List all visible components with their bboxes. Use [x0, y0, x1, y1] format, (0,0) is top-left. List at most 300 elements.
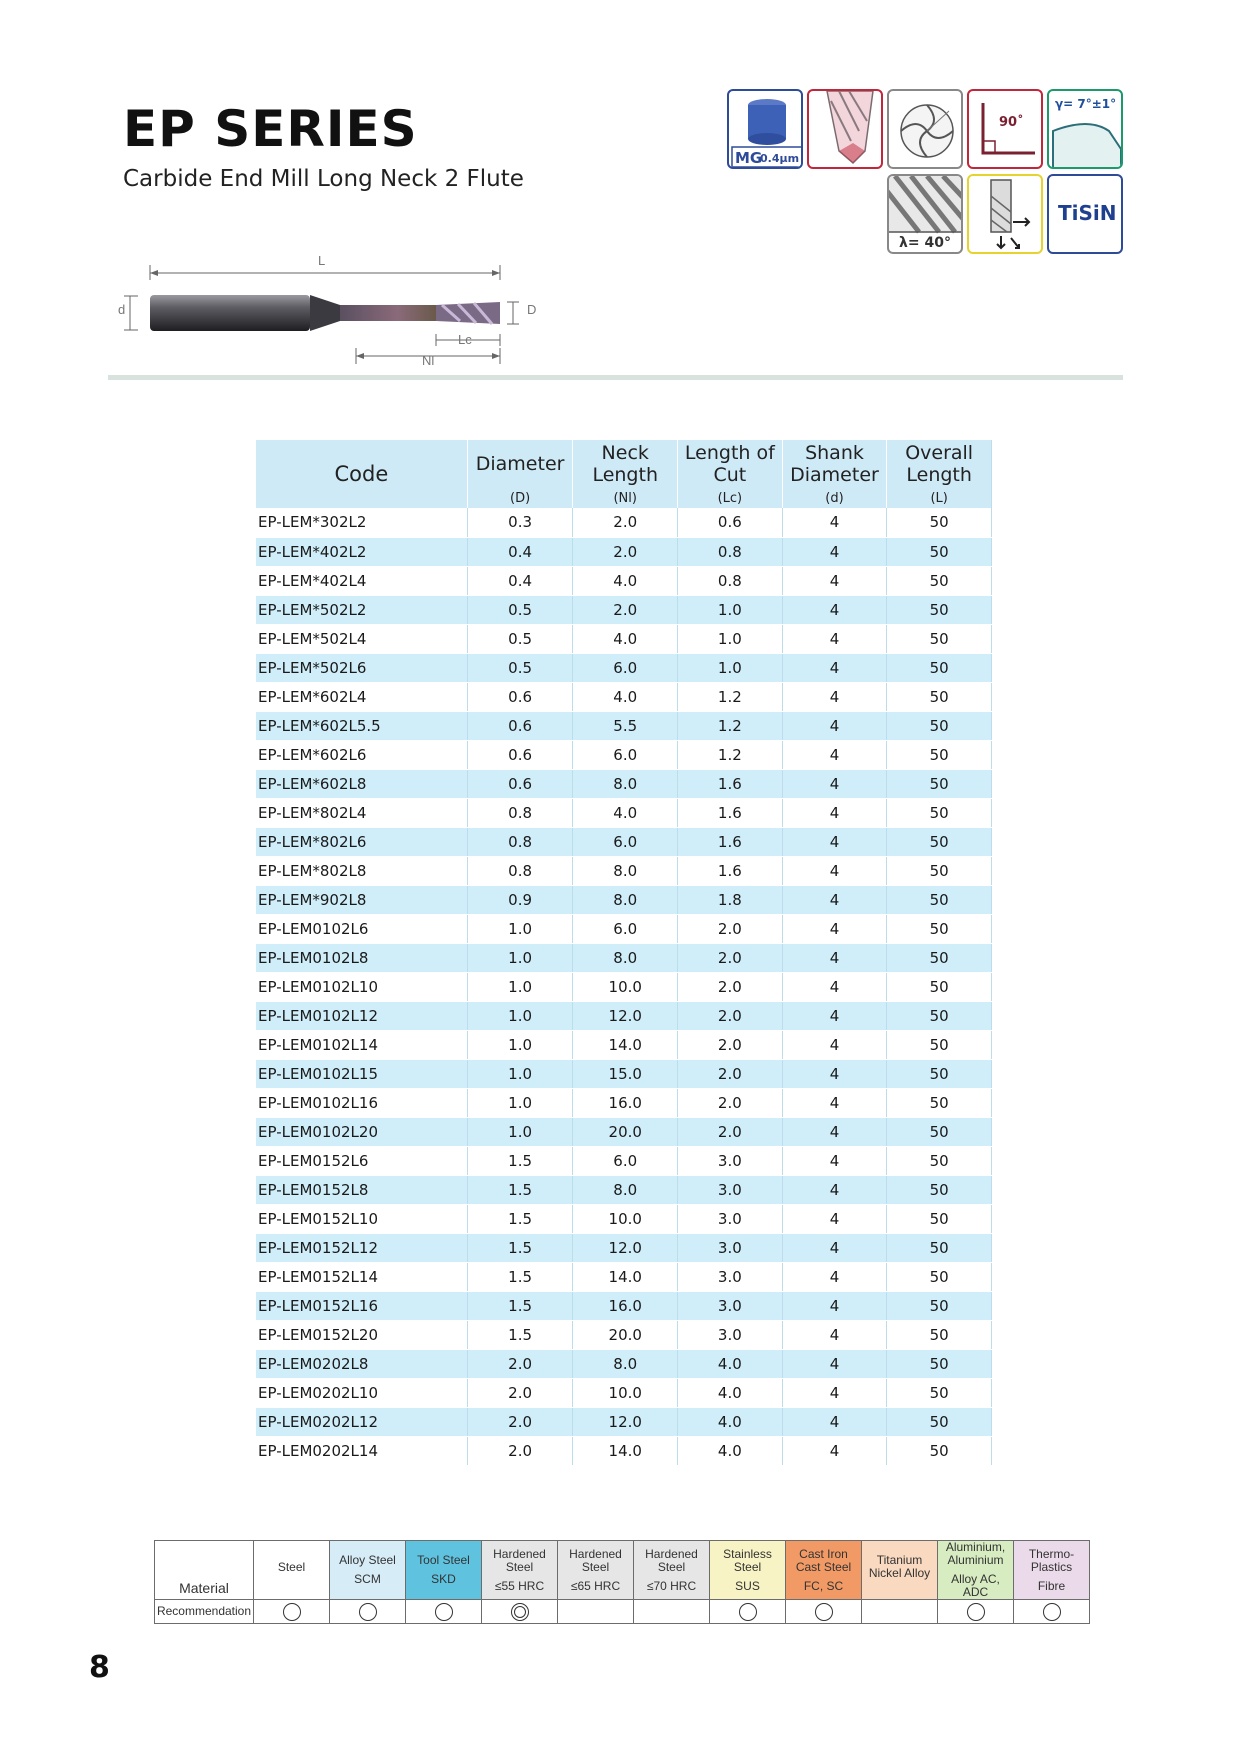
cell-value: 50 [887, 1001, 992, 1030]
material-column [710, 1541, 786, 1600]
cell-value: 1.5 [467, 1262, 573, 1291]
cell-value: 1.0 [678, 653, 783, 682]
material-name: Stainless Steel [723, 1546, 772, 1574]
table-row [256, 1407, 992, 1436]
table-row [256, 914, 992, 943]
rake-angle-icon [1047, 89, 1123, 169]
cell-value: 4 [782, 682, 887, 711]
cell-value: 4 [782, 1291, 887, 1320]
cell-value: 2.0 [573, 537, 678, 566]
cell-value: 12.0 [573, 1407, 678, 1436]
cell-code: EP-LEM0202L10 [256, 1378, 467, 1407]
recommendation-cell [862, 1600, 938, 1624]
cell-value: 3.0 [678, 1262, 783, 1291]
recommendation-cell [558, 1600, 634, 1624]
cell-code: EP-LEM0102L6 [256, 914, 467, 943]
material-row-label: Material [155, 1541, 254, 1600]
page-number: 8 [89, 1650, 110, 1685]
material-grade: ≤70 HRC [646, 1578, 697, 1593]
table-row [256, 653, 992, 682]
cell-value: 4 [782, 1001, 887, 1030]
material-name: Titanium Nickel Alloy [868, 1553, 931, 1580]
cell-code: EP-LEM0152L20 [256, 1320, 467, 1349]
cell-value: 1.0 [678, 595, 783, 624]
cell-value: 50 [887, 537, 992, 566]
cell-value: 2.0 [573, 508, 678, 537]
cell-code: EP-LEM0152L8 [256, 1175, 467, 1204]
cell-value: 4.0 [573, 798, 678, 827]
cell-code: EP-LEM*802L4 [256, 798, 467, 827]
cell-value: 4 [782, 914, 887, 943]
cell-value: 4 [782, 1059, 887, 1088]
cell-value: 4.0 [678, 1349, 783, 1378]
cell-value: 2.0 [573, 595, 678, 624]
table-row [256, 1059, 992, 1088]
cell-value: 50 [887, 653, 992, 682]
cell-value: 1.0 [678, 624, 783, 653]
material-column [862, 1541, 938, 1600]
material-name: Hardened Steel [569, 1546, 622, 1574]
cell-value: 4 [782, 769, 887, 798]
cell-value: 4 [782, 1117, 887, 1146]
circle-icon [967, 1603, 985, 1621]
header-code: Code [256, 440, 467, 508]
cell-code: EP-LEM0202L14 [256, 1436, 467, 1465]
cell-value: 10.0 [573, 972, 678, 1001]
material-table [154, 1540, 1090, 1624]
rake-angle-label: γ= 7°±1° [1055, 97, 1117, 111]
material-grade: Alloy AC, ADC [951, 1572, 1000, 1599]
material-column [786, 1541, 862, 1600]
material-column [254, 1541, 330, 1600]
cell-value: 14.0 [573, 1030, 678, 1059]
cell-value: 0.8 [467, 856, 573, 885]
material-column [1014, 1541, 1090, 1600]
cell-value: 50 [887, 711, 992, 740]
cell-value: 4 [782, 1349, 887, 1378]
cell-value: 14.0 [573, 1436, 678, 1465]
header-diameter: Diameter [467, 440, 573, 488]
cell-value: 50 [887, 943, 992, 972]
dim-label-d: d [118, 302, 126, 317]
cell-value: 0.9 [467, 885, 573, 914]
material-grade: FC, SC [803, 1578, 844, 1593]
cell-value: 1.6 [678, 827, 783, 856]
cell-value: 3.0 [678, 1291, 783, 1320]
table-row [256, 1349, 992, 1378]
cell-value: 8.0 [573, 1175, 678, 1204]
dim-label-Lc: Lc [458, 332, 472, 347]
cell-code: EP-LEM0152L14 [256, 1262, 467, 1291]
header-shank-diameter: Shank Diameter [782, 440, 887, 488]
cell-value: 4.0 [678, 1436, 783, 1465]
cell-code: EP-LEM*402L2 [256, 537, 467, 566]
cell-value: 20.0 [573, 1117, 678, 1146]
micro-grain-icon [727, 89, 803, 169]
material-column [482, 1541, 558, 1600]
table-row [256, 740, 992, 769]
circle-icon [1043, 1603, 1061, 1621]
cell-value: 1.0 [467, 1059, 573, 1088]
table-row [256, 566, 992, 595]
cell-value: 0.4 [467, 537, 573, 566]
cell-value: 1.5 [467, 1146, 573, 1175]
cell-value: 50 [887, 1262, 992, 1291]
table-row [256, 885, 992, 914]
table-row [256, 1175, 992, 1204]
table-row [256, 1262, 992, 1291]
cell-value: 6.0 [573, 1146, 678, 1175]
cell-value: 50 [887, 1175, 992, 1204]
header-symbol-d: (d) [782, 488, 887, 508]
cell-value: 50 [887, 740, 992, 769]
end-mill-drawing [108, 230, 1138, 380]
cell-code: EP-LEM0102L8 [256, 943, 467, 972]
cell-value: 4 [782, 856, 887, 885]
cell-value: 2.0 [678, 1030, 783, 1059]
cell-value: 3.0 [678, 1146, 783, 1175]
cell-value: 1.2 [678, 740, 783, 769]
two-flute-section-icon [887, 89, 963, 169]
cell-value: 2.0 [678, 1059, 783, 1088]
series-title: EP SERIES [123, 100, 418, 158]
cell-value: 50 [887, 1378, 992, 1407]
table-row [256, 943, 992, 972]
cell-value: 4 [782, 1233, 887, 1262]
cell-code: EP-LEM*502L2 [256, 595, 467, 624]
cell-value: 50 [887, 1204, 992, 1233]
material-name: Aluminium, Aluminium [945, 1540, 1006, 1567]
cell-value: 50 [887, 914, 992, 943]
cell-value: 1.0 [467, 1001, 573, 1030]
cell-value: 8.0 [573, 856, 678, 885]
cell-code: EP-LEM0102L12 [256, 1001, 467, 1030]
cell-value: 2.0 [678, 914, 783, 943]
table-row [256, 1088, 992, 1117]
material-name: Hardened Steel [645, 1546, 698, 1574]
dim-label-D: D [527, 302, 537, 317]
material-column [634, 1541, 710, 1600]
cell-code: EP-LEM*802L6 [256, 827, 467, 856]
cell-value: 20.0 [573, 1320, 678, 1349]
circle-icon [283, 1603, 301, 1621]
cell-value: 4 [782, 1320, 887, 1349]
table-row [256, 972, 992, 1001]
cell-value: 50 [887, 1349, 992, 1378]
table-row [256, 682, 992, 711]
cell-value: 3.0 [678, 1320, 783, 1349]
angle-90-label: 90˚ [999, 115, 1024, 130]
cell-value: 4.0 [573, 624, 678, 653]
cell-value: 4 [782, 1378, 887, 1407]
angle-90-icon [967, 89, 1043, 169]
table-row [256, 827, 992, 856]
cell-value: 16.0 [573, 1291, 678, 1320]
recommendation-row-label: Recommendation [155, 1600, 254, 1624]
material-name: Steel [277, 1559, 306, 1574]
cell-value: 4 [782, 566, 887, 595]
cell-code: EP-LEM0152L12 [256, 1233, 467, 1262]
cell-code: EP-LEM0152L10 [256, 1204, 467, 1233]
table-row [256, 595, 992, 624]
table-row [256, 856, 992, 885]
table-row [256, 1001, 992, 1030]
cell-code: EP-LEM*302L2 [256, 508, 467, 537]
material-grade: ≤65 HRC [570, 1578, 621, 1593]
cell-code: EP-LEM*602L6 [256, 740, 467, 769]
cell-code: EP-LEM*402L4 [256, 566, 467, 595]
circle-icon [435, 1603, 453, 1621]
cell-value: 4 [782, 740, 887, 769]
cell-value: 50 [887, 508, 992, 537]
cell-value: 1.5 [467, 1204, 573, 1233]
cell-value: 0.8 [467, 827, 573, 856]
cell-code: EP-LEM0152L6 [256, 1146, 467, 1175]
cell-code: EP-LEM*902L8 [256, 885, 467, 914]
cell-value: 8.0 [573, 769, 678, 798]
cell-value: 0.6 [678, 508, 783, 537]
cell-value: 4 [782, 798, 887, 827]
table-row [256, 711, 992, 740]
cell-code: EP-LEM0102L20 [256, 1117, 467, 1146]
cell-value: 10.0 [573, 1204, 678, 1233]
cell-value: 50 [887, 885, 992, 914]
cell-value: 50 [887, 1088, 992, 1117]
cell-value: 0.8 [467, 798, 573, 827]
cell-value: 50 [887, 595, 992, 624]
cell-value: 50 [887, 1146, 992, 1175]
mg-sublabel: 0.4μm [760, 152, 800, 165]
table-row [256, 1378, 992, 1407]
cell-value: 3.0 [678, 1233, 783, 1262]
table-row [256, 1030, 992, 1059]
cell-value: 4 [782, 624, 887, 653]
cell-value: 50 [887, 1291, 992, 1320]
cell-value: 6.0 [573, 653, 678, 682]
cell-value: 1.6 [678, 769, 783, 798]
cell-value: 0.6 [467, 711, 573, 740]
circle-icon [359, 1603, 377, 1621]
cell-value: 50 [887, 1407, 992, 1436]
recommendation-cell [634, 1600, 710, 1624]
cell-value: 1.6 [678, 856, 783, 885]
cell-value: 1.0 [467, 914, 573, 943]
cell-value: 10.0 [573, 1378, 678, 1407]
cell-value: 2.0 [678, 1001, 783, 1030]
cell-value: 50 [887, 682, 992, 711]
cell-value: 16.0 [573, 1088, 678, 1117]
cell-value: 1.2 [678, 711, 783, 740]
cell-value: 50 [887, 798, 992, 827]
cell-value: 0.8 [678, 566, 783, 595]
recommendation-cell [406, 1600, 482, 1624]
table-row [256, 537, 992, 566]
circle-icon [815, 1603, 833, 1621]
cell-code: EP-LEM*602L5.5 [256, 711, 467, 740]
cell-value: 2.0 [467, 1436, 573, 1465]
table-row [256, 1320, 992, 1349]
cell-value: 1.0 [467, 1030, 573, 1059]
material-column [938, 1541, 1014, 1600]
recommendation-cell [710, 1600, 786, 1624]
cell-value: 4 [782, 1436, 887, 1465]
cell-value: 0.6 [467, 740, 573, 769]
cell-value: 50 [887, 566, 992, 595]
cell-value: 4.0 [573, 682, 678, 711]
cell-code: EP-LEM*502L4 [256, 624, 467, 653]
cell-code: EP-LEM*602L8 [256, 769, 467, 798]
header-symbol-Lc: (Lc) [678, 488, 783, 508]
cell-value: 3.0 [678, 1175, 783, 1204]
mg-label: MG [735, 149, 763, 167]
header-symbol-L: (L) [887, 488, 992, 508]
cell-value: 4 [782, 595, 887, 624]
cell-value: 4 [782, 885, 887, 914]
cell-value: 2.0 [678, 943, 783, 972]
cell-value: 4 [782, 1407, 887, 1436]
cell-value: 50 [887, 1320, 992, 1349]
header-symbol-D: (D) [467, 488, 573, 508]
cell-code: EP-LEM0102L14 [256, 1030, 467, 1059]
helix-angle-label: λ= 40° [899, 235, 951, 251]
cell-value: 4 [782, 711, 887, 740]
cell-value: 50 [887, 856, 992, 885]
cell-value: 4 [782, 943, 887, 972]
cell-value: 0.5 [467, 595, 573, 624]
cell-value: 50 [887, 624, 992, 653]
table-row [256, 1204, 992, 1233]
cell-value: 2.0 [467, 1407, 573, 1436]
cell-value: 14.0 [573, 1262, 678, 1291]
material-name: Cast Iron Cast Steel [795, 1546, 852, 1574]
cell-code: EP-LEM0202L8 [256, 1349, 467, 1378]
cell-value: 1.5 [467, 1233, 573, 1262]
material-name: Tool Steel [417, 1553, 470, 1567]
cell-value: 6.0 [573, 827, 678, 856]
cell-code: EP-LEM*602L4 [256, 682, 467, 711]
cell-value: 4 [782, 1204, 887, 1233]
cell-value: 4.0 [678, 1407, 783, 1436]
cell-value: 15.0 [573, 1059, 678, 1088]
circle-icon [739, 1603, 757, 1621]
cell-value: 0.6 [467, 682, 573, 711]
cell-value: 0.4 [467, 566, 573, 595]
cell-value: 4 [782, 1088, 887, 1117]
cell-code: EP-LEM*502L6 [256, 653, 467, 682]
material-name: Hardened Steel [493, 1546, 546, 1574]
cell-value: 1.5 [467, 1291, 573, 1320]
cell-value: 50 [887, 769, 992, 798]
recommendation-cell [482, 1600, 558, 1624]
table-row [256, 798, 992, 827]
cell-code: EP-LEM*802L8 [256, 856, 467, 885]
recommendation-cell [786, 1600, 862, 1624]
dim-label-Nl: Nl [422, 353, 435, 368]
cell-code: EP-LEM0202L12 [256, 1407, 467, 1436]
cell-value: 1.0 [467, 1088, 573, 1117]
spec-table-body [256, 508, 992, 1465]
header-symbol-Nl: (Nl) [573, 488, 678, 508]
cell-value: 1.5 [467, 1320, 573, 1349]
cell-value: 3.0 [678, 1204, 783, 1233]
cell-code: EP-LEM0152L16 [256, 1291, 467, 1320]
flute-icon [807, 89, 883, 169]
cell-value: 8.0 [573, 1349, 678, 1378]
cell-value: 8.0 [573, 943, 678, 972]
cell-value: 4 [782, 972, 887, 1001]
cell-value: 8.0 [573, 885, 678, 914]
table-row [256, 1146, 992, 1175]
cell-code: EP-LEM0102L15 [256, 1059, 467, 1088]
cell-value: 4 [782, 1030, 887, 1059]
cell-value: 4 [782, 1146, 887, 1175]
cell-value: 50 [887, 1059, 992, 1088]
cell-code: EP-LEM0102L16 [256, 1088, 467, 1117]
material-grade: SKD [431, 1572, 456, 1586]
header-length-of-cut: Length of Cut [678, 440, 783, 488]
cell-value: 2.0 [678, 1117, 783, 1146]
cell-value: 1.2 [678, 682, 783, 711]
cell-value: 4.0 [678, 1378, 783, 1407]
table-row [256, 1233, 992, 1262]
cell-value: 2.0 [678, 1088, 783, 1117]
recommendation-cell [1014, 1600, 1090, 1624]
cell-value: 4 [782, 653, 887, 682]
cell-value: 1.5 [467, 1175, 573, 1204]
cell-value: 50 [887, 1117, 992, 1146]
cell-value: 4 [782, 508, 887, 537]
recommendation-cell [330, 1600, 406, 1624]
cell-value: 1.0 [467, 1117, 573, 1146]
cell-value: 1.0 [467, 943, 573, 972]
material-name: Thermo-Plastics [1028, 1546, 1075, 1574]
cell-value: 12.0 [573, 1001, 678, 1030]
tisin-label: TiSiN [1058, 201, 1117, 225]
material-grade: SCM [354, 1572, 381, 1586]
recommendation-cell [254, 1600, 330, 1624]
cell-value: 0.5 [467, 653, 573, 682]
table-row [256, 1291, 992, 1320]
material-column [406, 1541, 482, 1600]
table-row [256, 1117, 992, 1146]
cell-value: 2.0 [467, 1378, 573, 1407]
material-name: Alloy Steel [339, 1553, 396, 1567]
header-neck-length: Neck Length [573, 440, 678, 488]
header-overall-length: Overall Length [887, 440, 992, 488]
cell-value: 4 [782, 1175, 887, 1204]
recommendation-cell [938, 1600, 1014, 1624]
spec-table [256, 440, 992, 1466]
cell-value: 0.3 [467, 508, 573, 537]
cell-value: 6.0 [573, 740, 678, 769]
material-column [330, 1541, 406, 1600]
cell-value: 2.0 [467, 1349, 573, 1378]
cell-value: 1.8 [678, 885, 783, 914]
cell-value: 0.8 [678, 537, 783, 566]
cell-value: 4 [782, 1262, 887, 1291]
dim-label-L: L [318, 253, 326, 268]
table-row [256, 769, 992, 798]
table-row [256, 508, 992, 537]
table-row [256, 1436, 992, 1465]
material-grade: Fibre [1037, 1578, 1066, 1593]
cell-value: 12.0 [573, 1233, 678, 1262]
material-grade: ≤55 HRC [494, 1578, 545, 1593]
material-column [558, 1541, 634, 1600]
cell-value: 4 [782, 827, 887, 856]
cell-value: 6.0 [573, 914, 678, 943]
material-grade: SUS [735, 1578, 760, 1593]
